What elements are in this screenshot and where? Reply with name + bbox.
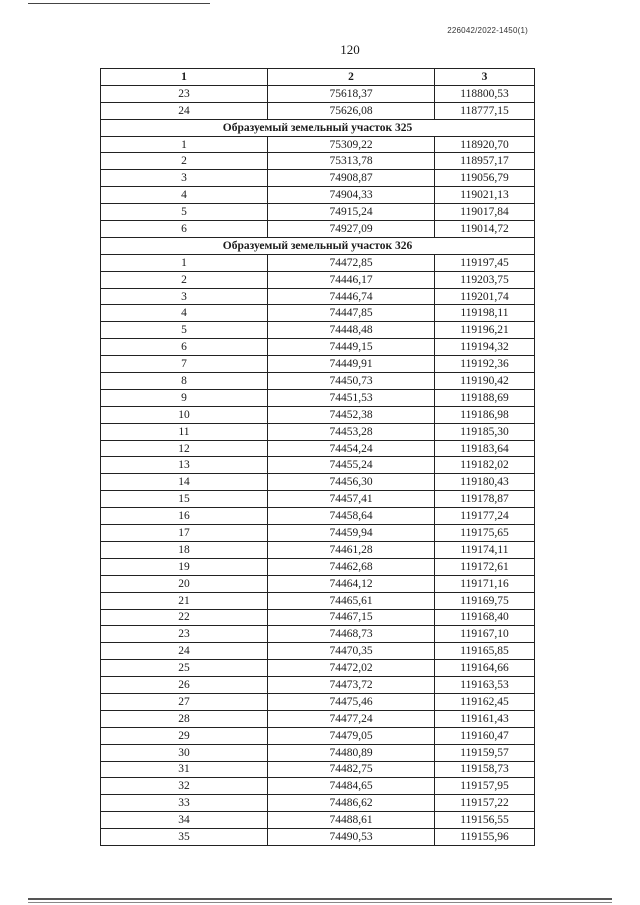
point-number: 13: [101, 457, 268, 474]
point-number: 4: [101, 305, 268, 322]
coordinate-y: 119157,22: [435, 795, 535, 812]
table-row: [101, 389, 535, 406]
table-row: [101, 406, 535, 423]
coordinate-y: 119157,95: [435, 778, 535, 795]
coordinate-y: 119167,10: [435, 626, 535, 643]
coordinate-y: 119182,02: [435, 457, 535, 474]
point-number: 23: [101, 85, 268, 102]
coordinate-y: 119056,79: [435, 170, 535, 187]
table-row: [101, 423, 535, 440]
coordinate-y: 119186,98: [435, 406, 535, 423]
table-row: [101, 491, 535, 508]
point-number: 31: [101, 761, 268, 778]
coordinate-y: 119190,42: [435, 373, 535, 390]
table-row: [101, 373, 535, 390]
coordinate-y: 119185,30: [435, 423, 535, 440]
point-number: 23: [101, 626, 268, 643]
table-row: [101, 356, 535, 373]
table-row: [101, 305, 535, 322]
table-row: [101, 254, 535, 271]
coordinate-x: 74484,65: [268, 778, 435, 795]
coordinate-x: 74486,62: [268, 795, 435, 812]
page-number: 120: [340, 42, 360, 57]
coordinate-x: 74452,38: [268, 406, 435, 423]
point-number: 21: [101, 592, 268, 609]
coordinate-x: 74449,15: [268, 339, 435, 356]
coordinate-x: 74927,09: [268, 221, 435, 238]
coordinate-x: 74455,24: [268, 457, 435, 474]
section-title: Образуемый земельный участок 325: [101, 119, 535, 136]
coordinate-x: 74453,28: [268, 423, 435, 440]
bottom-rule-secondary: [28, 902, 612, 903]
point-number: 11: [101, 423, 268, 440]
point-number: 14: [101, 474, 268, 491]
coordinate-x: 74459,94: [268, 525, 435, 542]
point-number: 3: [101, 288, 268, 305]
coordinate-y: 119162,45: [435, 693, 535, 710]
table-row: [101, 541, 535, 558]
point-number: 19: [101, 558, 268, 575]
coordinate-x: 75309,22: [268, 136, 435, 153]
coordinate-x: 74490,53: [268, 829, 435, 846]
header-row: [101, 69, 535, 86]
coordinate-x: 74915,24: [268, 204, 435, 221]
coordinate-x: 74449,91: [268, 356, 435, 373]
point-number: 22: [101, 609, 268, 626]
point-number: 6: [101, 221, 268, 238]
coordinate-x: 74465,61: [268, 592, 435, 609]
coordinate-y: 118920,70: [435, 136, 535, 153]
coordinate-x: 75626,08: [268, 102, 435, 119]
coordinate-x: 74470,35: [268, 643, 435, 660]
table-row: [101, 457, 535, 474]
table-row: [101, 643, 535, 660]
point-number: 32: [101, 778, 268, 795]
coordinate-x: 74447,85: [268, 305, 435, 322]
point-number: 24: [101, 102, 268, 119]
table-row: [101, 85, 535, 102]
section-title: Образуемый земельный участок 326: [101, 237, 535, 254]
coordinate-x: 74467,15: [268, 609, 435, 626]
coordinate-y: 119163,53: [435, 677, 535, 694]
point-number: 15: [101, 491, 268, 508]
coordinate-x: 74908,87: [268, 170, 435, 187]
point-number: 1: [101, 254, 268, 271]
coordinate-x: 74904,33: [268, 187, 435, 204]
coordinate-x: 74446,17: [268, 271, 435, 288]
coordinate-x: 74446,74: [268, 288, 435, 305]
table-row: [101, 812, 535, 829]
coordinate-y: 119155,96: [435, 829, 535, 846]
coordinate-y: 119165,85: [435, 643, 535, 660]
coordinate-y: 118957,17: [435, 153, 535, 170]
document-id: 226042/2022-1450(1): [447, 26, 528, 35]
coordinate-x: 74454,24: [268, 440, 435, 457]
coordinate-x: 74475,46: [268, 693, 435, 710]
table-row: [101, 153, 535, 170]
table-body: [101, 85, 535, 845]
table-row: [101, 626, 535, 643]
coordinate-y: 119172,61: [435, 558, 535, 575]
table-row: [101, 744, 535, 761]
point-number: 8: [101, 373, 268, 390]
coordinate-y: 119156,55: [435, 812, 535, 829]
point-number: 35: [101, 829, 268, 846]
point-number: 9: [101, 389, 268, 406]
coordinate-y: 119196,21: [435, 322, 535, 339]
coordinate-x: 74477,24: [268, 710, 435, 727]
coordinate-x: 74458,64: [268, 508, 435, 525]
coordinate-y: 118777,15: [435, 102, 535, 119]
table-row: [101, 710, 535, 727]
coordinate-y: 119169,75: [435, 592, 535, 609]
table-row: [101, 288, 535, 305]
table-row: [101, 204, 535, 221]
coordinate-y: 119174,11: [435, 541, 535, 558]
point-number: 27: [101, 693, 268, 710]
point-number: 7: [101, 356, 268, 373]
coordinate-y: 119159,57: [435, 744, 535, 761]
coordinate-x: 74450,73: [268, 373, 435, 390]
table-row: [101, 575, 535, 592]
coordinates-table: [100, 68, 535, 846]
point-number: 2: [101, 271, 268, 288]
section-title-row: [101, 119, 535, 136]
point-number: 17: [101, 525, 268, 542]
coordinate-x: 74488,61: [268, 812, 435, 829]
point-number: 33: [101, 795, 268, 812]
coordinate-y: 119171,16: [435, 575, 535, 592]
table-row: [101, 693, 535, 710]
coordinate-y: 119192,36: [435, 356, 535, 373]
table-row: [101, 592, 535, 609]
table-row: [101, 322, 535, 339]
coordinate-x: 74462,68: [268, 558, 435, 575]
table-row: [101, 525, 535, 542]
point-number: 34: [101, 812, 268, 829]
point-number: 5: [101, 204, 268, 221]
point-number: 24: [101, 643, 268, 660]
header-col-1: 1: [101, 69, 268, 86]
coordinate-x: 74448,48: [268, 322, 435, 339]
table-row: [101, 440, 535, 457]
table-row: [101, 474, 535, 491]
table-row: [101, 677, 535, 694]
table-row: [101, 508, 535, 525]
coordinate-x: 74482,75: [268, 761, 435, 778]
table-row: [101, 187, 535, 204]
table-header: [101, 69, 535, 86]
table-row: [101, 829, 535, 846]
coordinate-y: 119180,43: [435, 474, 535, 491]
coordinate-y: 119175,65: [435, 525, 535, 542]
coordinate-y: 119178,87: [435, 491, 535, 508]
point-number: 6: [101, 339, 268, 356]
point-number: 29: [101, 727, 268, 744]
coordinate-x: 74456,30: [268, 474, 435, 491]
point-number: 4: [101, 187, 268, 204]
table-row: [101, 761, 535, 778]
point-number: 30: [101, 744, 268, 761]
coordinate-x: 74473,72: [268, 677, 435, 694]
header-col-3: 3: [435, 69, 535, 86]
coordinate-y: 119183,64: [435, 440, 535, 457]
coordinate-y: 119177,24: [435, 508, 535, 525]
section-title-row: [101, 237, 535, 254]
coordinate-y: 119017,84: [435, 204, 535, 221]
coordinate-x: 74480,89: [268, 744, 435, 761]
coordinate-y: 119194,32: [435, 339, 535, 356]
point-number: 3: [101, 170, 268, 187]
point-number: 2: [101, 153, 268, 170]
coordinate-y: 119197,45: [435, 254, 535, 271]
header-col-2: 2: [268, 69, 435, 86]
coordinate-y: 119014,72: [435, 221, 535, 238]
coordinate-y: 119198,11: [435, 305, 535, 322]
coordinate-x: 75313,78: [268, 153, 435, 170]
coordinate-x: 74472,02: [268, 660, 435, 677]
table-row: [101, 136, 535, 153]
coordinate-x: 74464,12: [268, 575, 435, 592]
coordinate-x: 74472,85: [268, 254, 435, 271]
coordinate-y: 119161,43: [435, 710, 535, 727]
coordinate-y: 119188,69: [435, 389, 535, 406]
coordinate-x: 74461,28: [268, 541, 435, 558]
coordinate-x: 74468,73: [268, 626, 435, 643]
point-number: 1: [101, 136, 268, 153]
coordinate-y: 119021,13: [435, 187, 535, 204]
coordinate-y: 119158,73: [435, 761, 535, 778]
table-row: [101, 221, 535, 238]
point-number: 25: [101, 660, 268, 677]
coordinate-y: 119164,66: [435, 660, 535, 677]
point-number: 12: [101, 440, 268, 457]
point-number: 16: [101, 508, 268, 525]
top-rule: [28, 3, 210, 4]
bottom-rule: [28, 898, 612, 900]
point-number: 28: [101, 710, 268, 727]
table-row: [101, 660, 535, 677]
coordinate-x: 75618,37: [268, 85, 435, 102]
table-row: [101, 339, 535, 356]
table-row: [101, 170, 535, 187]
point-number: 20: [101, 575, 268, 592]
coordinate-y: 119160,47: [435, 727, 535, 744]
coordinate-y: 119168,40: [435, 609, 535, 626]
point-number: 10: [101, 406, 268, 423]
table-row: [101, 609, 535, 626]
coordinate-y: 119201,74: [435, 288, 535, 305]
table-row: [101, 558, 535, 575]
point-number: 26: [101, 677, 268, 694]
coordinate-y: 119203,75: [435, 271, 535, 288]
table-row: [101, 271, 535, 288]
table-row: [101, 727, 535, 744]
coordinate-x: 74457,41: [268, 491, 435, 508]
table-row: [101, 778, 535, 795]
table-row: [101, 795, 535, 812]
coordinate-y: 118800,53: [435, 85, 535, 102]
point-number: 5: [101, 322, 268, 339]
coordinate-x: 74479,05: [268, 727, 435, 744]
coordinate-x: 74451,53: [268, 389, 435, 406]
point-number: 18: [101, 541, 268, 558]
table-row: [101, 102, 535, 119]
